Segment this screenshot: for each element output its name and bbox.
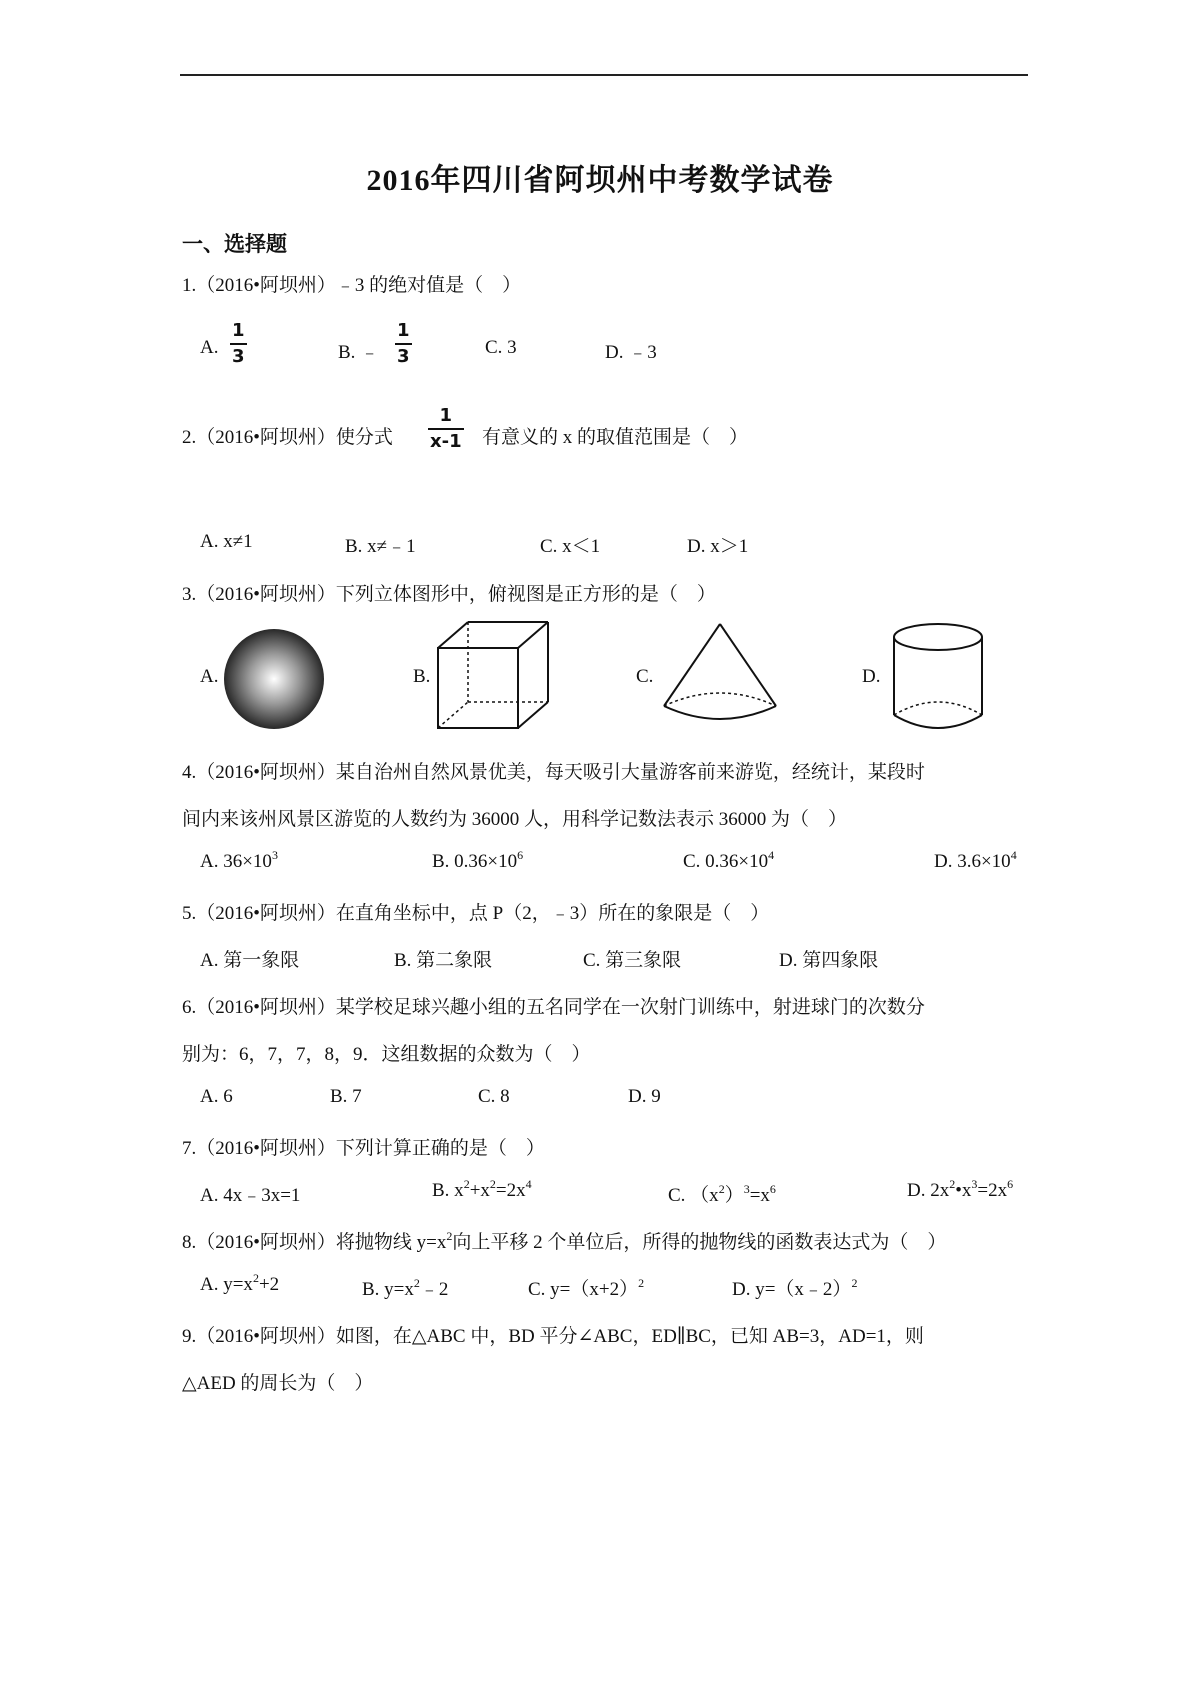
question-7: 7.（2016•阿坝州）下列计算正确的是（ ） bbox=[182, 1138, 545, 1159]
q7-option-d: D. $2x^2•x^3=2x^6$ bbox=[907, 1177, 1014, 1201]
cone-icon bbox=[660, 620, 782, 730]
q2-option-a: A. x≠1 bbox=[200, 531, 253, 552]
question-8: 8.（2016•阿坝州）将抛物线 $y=x^2$向上平移 2 个单位后，所得的抛物线的函数表达式为（ ） bbox=[182, 1229, 947, 1253]
q5-option-d: D. 第四象限 bbox=[779, 950, 879, 971]
fraction-numerator: 1 bbox=[232, 320, 245, 341]
sphere-icon bbox=[222, 627, 326, 731]
q1-option-b-label: B. ﹣ bbox=[338, 342, 380, 363]
q3-option-d: D. bbox=[862, 666, 881, 687]
header-rule bbox=[180, 74, 1028, 76]
q1-option-c: C. 3 bbox=[485, 337, 517, 358]
fraction-denominator: 3 bbox=[232, 346, 245, 367]
question-6-line-1: 6.（2016•阿坝州）某学校足球兴趣小组的五名同学在一次射门训练中，射进球门的次数分 bbox=[182, 997, 925, 1018]
q7-option-a: A. 4x﹣3x=1 bbox=[200, 1185, 301, 1206]
q1-option-d: D. ﹣3 bbox=[605, 342, 657, 363]
question-4-line-2: 间内来该州风景区游览的人数约为 36000 人，用科学记数法表示 36000 为（ ） bbox=[182, 809, 848, 830]
section-heading: 一、选择题 bbox=[182, 232, 287, 256]
question-1: 1.（2016•阿坝州）﹣3 的绝对值是（ ） bbox=[182, 275, 522, 296]
q5-option-b: B. 第二象限 bbox=[394, 950, 493, 971]
q8-option-a: A. $y=x^2+2$ bbox=[200, 1271, 280, 1295]
q2-option-d: D. x＞1 bbox=[687, 536, 749, 557]
q3-option-b: B. bbox=[413, 666, 431, 687]
q6-option-d: D. 9 bbox=[628, 1086, 661, 1107]
question-3: 3.（2016•阿坝州）下列立体图形中，俯视图是正方形的是（ ） bbox=[182, 584, 716, 605]
q8-option-b: B. $y=x^2﹣2$ bbox=[362, 1276, 449, 1300]
q3-option-a: A. bbox=[200, 666, 219, 687]
fraction-denominator: 3 bbox=[397, 346, 410, 367]
q6-option-a: A. 6 bbox=[200, 1086, 233, 1107]
page-title: 2016年四川省阿坝州中考数学试卷 bbox=[366, 164, 834, 197]
q1-option-a-label: A. bbox=[200, 337, 219, 358]
fraction-bar bbox=[428, 428, 464, 430]
fraction-numerator: 1 bbox=[439, 405, 453, 426]
q2-option-b: B. x≠﹣1 bbox=[345, 536, 416, 557]
q3-option-c: C. bbox=[636, 666, 654, 687]
q5-option-c: C. 第三象限 bbox=[583, 950, 682, 971]
question-2-suffix: 有意义的 x 的取值范围是（ ） bbox=[482, 427, 749, 448]
q7-option-c: C. $(x^2)^3=x^6$ bbox=[668, 1182, 776, 1206]
cube-icon bbox=[436, 620, 556, 732]
q2-option-c: C. x＜1 bbox=[540, 536, 601, 557]
fraction-numerator: 1 bbox=[397, 320, 410, 341]
q4-option-c: C. $0.36\times 10^4$ bbox=[683, 848, 775, 872]
question-9-line-2: △AED 的周长为（ ） bbox=[182, 1373, 374, 1394]
q1-option-a-fraction bbox=[230, 322, 247, 366]
q8-option-d: D. y=（x﹣2）$^2$ bbox=[732, 1276, 858, 1300]
q2-fraction bbox=[428, 407, 464, 451]
question-6-line-2: 别为：6，7，7，8，9．这组数据的众数为（ ） bbox=[182, 1044, 591, 1065]
cylinder-icon bbox=[890, 622, 986, 734]
q4-option-d: D. $3.6\times 10^4$ bbox=[934, 848, 1017, 872]
q4-option-a: A. $36\times 10^3$ bbox=[200, 848, 278, 872]
question-9-line-1: 9.（2016•阿坝州）如图，在△ABC 中，BD 平分∠ABC，ED∥BC，已知 AB=3，AD=1，则 bbox=[182, 1326, 924, 1347]
q7-option-b: B. $x^2+x^2=2x^4$ bbox=[432, 1177, 532, 1201]
question-5: 5.（2016•阿坝州）在直角坐标中，点 P（2，﹣3）所在的象限是（ ） bbox=[182, 903, 770, 924]
fraction-denominator: x-1 bbox=[430, 431, 462, 452]
q1-option-b-fraction bbox=[395, 322, 412, 366]
q8-option-c: C. $y=(x+2)^2$ bbox=[528, 1276, 645, 1300]
question-2-prefix: 2.（2016•阿坝州）使分式 bbox=[182, 427, 393, 448]
fraction-bar bbox=[230, 343, 247, 345]
fraction-bar bbox=[395, 343, 412, 345]
q5-option-a: A. 第一象限 bbox=[200, 950, 300, 971]
q6-option-c: C. 8 bbox=[478, 1086, 510, 1107]
q4-option-b: B. $0.36\times 10^6$ bbox=[432, 848, 524, 872]
question-4-line-1: 4.（2016•阿坝州）某自治州自然风景优美，每天吸引大量游客前来游览，经统计，某段时 bbox=[182, 762, 925, 783]
q6-option-b: B. 7 bbox=[330, 1086, 362, 1107]
